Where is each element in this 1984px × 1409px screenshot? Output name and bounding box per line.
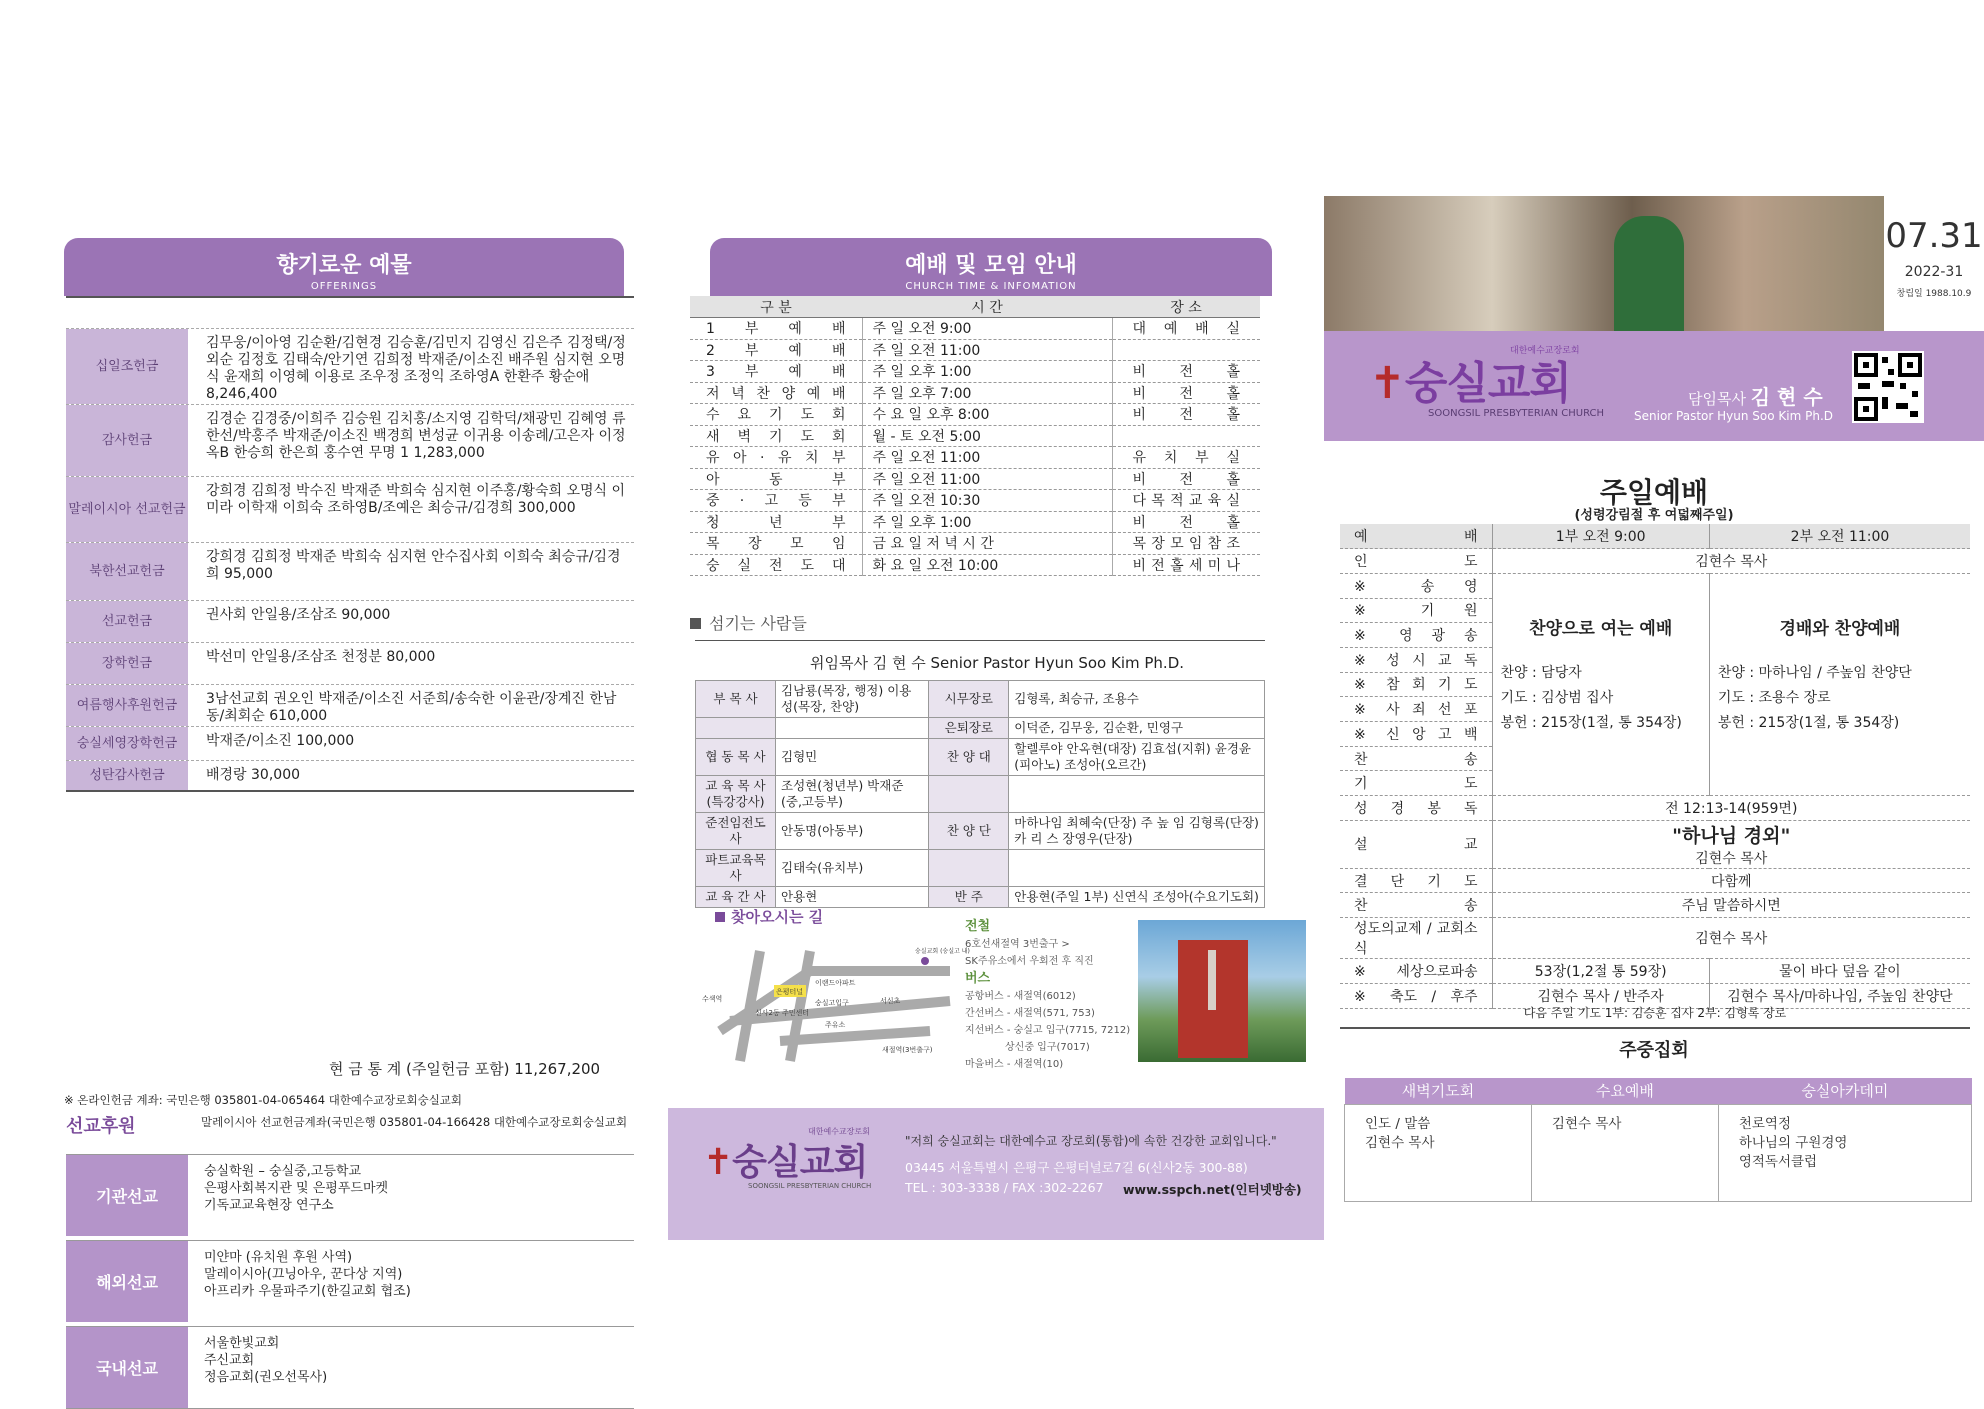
gather-head-wednesday: 수요예배 (1531, 1078, 1718, 1104)
map-label: 숭실교회 (숭실고 내) (915, 948, 970, 955)
staff-names: 안용현 (776, 887, 929, 908)
cross-logo-icon: ✝ (703, 1142, 733, 1183)
offering-label: 북한선교헌금 (66, 543, 188, 600)
congregation-photo (1324, 196, 1884, 331)
offering-names: 배경랑 30,000 (206, 767, 301, 783)
worship-panel (1324, 196, 1984, 1241)
schedule-category: 중 · 고 등 부 (690, 490, 862, 512)
main-logo-top: 대한예수교장로회 (1510, 346, 1580, 356)
worship-value-text: "하나님 경외" (1672, 824, 1791, 847)
offering-label: 말레이시아 선교헌금 (66, 477, 188, 542)
worship-item: ※ 세상으로파송 (1340, 959, 1492, 984)
schedule-place: 비 전 홀 (1112, 468, 1260, 490)
mission-row (66, 1154, 634, 1236)
service-col-2 (1709, 573, 1970, 795)
staff-row (696, 681, 1265, 718)
offering-names: 3남선교회 권오인 박재준/이소진 서준희/송숙한 이윤관/장계진 한남동/최회순 610,000 (206, 691, 617, 724)
worship-row (1340, 573, 1970, 598)
servants-title: 섬기는 사람들 (690, 611, 807, 634)
worship-value-text: 김현수 목사 (1695, 554, 1768, 571)
schedule-table (690, 296, 1260, 576)
worship-item: 찬 송 (1340, 893, 1492, 918)
schedule-time: 월 - 토 오전 5:00 (862, 425, 1112, 447)
offering-row (66, 476, 634, 542)
footer-logo-top: 대한예수교장로회 (808, 1127, 870, 1136)
worship-item: 인 도 (1340, 549, 1492, 574)
mission-item: 숭실학원 – 숭실중,고등학교 (204, 1164, 362, 1179)
schedule-category: 청 년 부 (690, 511, 862, 533)
schedule-row (690, 490, 1260, 512)
schedule-time: 주 일 오후 1:00 (862, 511, 1112, 533)
schedule-time: 주 일 오전 11:00 (862, 447, 1112, 469)
staff-role: 교 육 간 사 (696, 887, 776, 908)
schedule-row (690, 361, 1260, 383)
subway-line: SK주유소에서 우회전 후 직진 (965, 956, 1094, 967)
worship-value-1: 김현수 목사 / 반주자 (1492, 983, 1709, 1008)
staff-role (929, 850, 1009, 887)
schedule-header (710, 238, 1272, 296)
worship-item: ※ 참 회 기 도 (1340, 672, 1492, 697)
gather-text: 인도 / 말씀 (1365, 1115, 1431, 1132)
schedule-row (690, 447, 1260, 469)
schedule-time: 금 요 일 저 녁 시 간 (862, 533, 1112, 555)
worship-value (1492, 820, 1970, 868)
worship-value-text: 다함께 (1710, 873, 1752, 890)
staff-row (696, 776, 1265, 813)
offering-names: 강희경 김희정 박재준 박희숙 심지현 안수집사회 이희숙 최승규/김경희 95,000 (206, 549, 621, 582)
mission-item: 기독교교육현장 연구소 (204, 1198, 334, 1213)
worship-value-2: 김현수 목사/마하나임, 주높임 찬양단 (1709, 983, 1970, 1008)
main-logo (1369, 347, 1571, 411)
mission-label: 국내선교 (66, 1327, 188, 1408)
main-logo-text: 숭실교회 (1404, 358, 1571, 409)
schedule-title: 예배 및 모임 안내 (905, 253, 1077, 278)
schedule-time: 주 일 오후 7:00 (862, 382, 1112, 404)
staff-row (696, 850, 1265, 887)
pastor-kr-prefix: 담임목사 (1688, 390, 1746, 408)
offerings-total: 현 금 통 계 (주일헌금 포함) 11,267,200 (329, 1060, 601, 1078)
schedule-row (690, 468, 1260, 490)
staff-role: 시무장로 (929, 681, 1009, 718)
transit-info (965, 918, 1130, 1073)
mission-items (188, 1241, 634, 1322)
staff-role: 교 육 목 사 (특강강사) (696, 776, 776, 813)
schedule-row (690, 425, 1260, 447)
staff-names: 마하나임 최혜숙(단장) 주 높 임 김형록(단장) 카 리 스 장영우(단장) (1009, 813, 1265, 850)
service-col-2-line: 기도 : 조용수 장로 (1717, 689, 1831, 706)
church-photo (1138, 920, 1306, 1062)
staff-names (776, 718, 929, 739)
cross-logo-icon: ✝ (1369, 358, 1405, 409)
staff-row (696, 887, 1265, 908)
footer-logo (703, 1134, 867, 1185)
date-box (1884, 196, 1984, 331)
worship-item: 결 단 기 도 (1340, 868, 1492, 893)
mission-item: 은평사회복지관 및 은평푸드마켓 (204, 1181, 389, 1196)
worship-row (1340, 959, 1970, 984)
logo-bar (1324, 331, 1984, 441)
map-label: 수색역 (702, 995, 723, 1003)
pastor-en: Senior Pastor Hyun Soo Kim Ph.D (1634, 409, 1833, 423)
mission-item: 미얀마 (유치원 후원 사역) (204, 1250, 353, 1265)
worship-item: ※ 사 죄 선 포 (1340, 697, 1492, 722)
schedule-place: 비 전 홀 세 미 나 (1112, 554, 1260, 576)
worship-item: 성도의교제 / 교회소식 (1340, 918, 1492, 959)
staff-role: 협 동 목 사 (696, 739, 776, 776)
gather-head-dawn: 새벽기도회 (1345, 1078, 1532, 1104)
service-col-1-line: 봉헌 : 215장(1절, 통 354장) (1500, 714, 1682, 731)
cross-icon (1208, 950, 1216, 1010)
worship-item: ※ 송 영 (1340, 573, 1492, 598)
schedule-category: 숭 실 전 도 대 (690, 554, 862, 576)
mission-item: 아프리카 우물파주기(한길교회 협조) (204, 1284, 411, 1299)
service-col-2-line: 찬양 : 마하나임 / 주높임 찬양단 (1717, 664, 1912, 681)
staff-names: 김형록, 최승규, 조용수 (1009, 681, 1265, 718)
footer-tel: TEL : 303-3338 / FAX :302-2267 (905, 1180, 1104, 1195)
subway-line: 6호선새절역 3번출구 > (965, 939, 1070, 950)
schedule-category: 목 장 모 임 (690, 533, 862, 555)
schedule-row (690, 511, 1260, 533)
schedule-place (1112, 339, 1260, 361)
weekday-gatherings-table (1344, 1078, 1972, 1202)
worship-value-sub: 김현수 목사 (1695, 850, 1768, 867)
offering-names: 김경순 김경중/이희주 김승원 김치홍/소지영 김학덕/채광민 김혜영 류한선/박홍주 박재준/이소진 백경희 변성균 이귀용 이송례/고은자 이정옥B 한승희 한은희 홍수연 무명 1 1,283,000 (206, 411, 626, 461)
offerings-table (66, 328, 634, 792)
staff-role: 찬 양 대 (929, 739, 1009, 776)
staff-names (1009, 850, 1265, 887)
staff-role: 파트교육목사 (696, 850, 776, 887)
staff-role: 부 목 사 (696, 681, 776, 718)
gather-head-academy: 숭실아카데미 (1718, 1078, 1971, 1104)
bulletin-number: 2022-31 (1904, 264, 1964, 280)
worship-item: 성 경 봉 독 (1340, 796, 1492, 821)
worship-title: 주일예배 (1599, 476, 1709, 509)
next-week-prayer: 다음 주일 기도 1부: 김승훈 집사 2부: 김형록 장로 (1340, 1004, 1970, 1029)
schedule-head-time: 시 간 (862, 296, 1112, 318)
mission-item: 주신교회 (204, 1353, 255, 1368)
offering-row (66, 542, 634, 600)
map-label: 이랜드아파트 (815, 979, 856, 987)
qr-code-icon[interactable] (1852, 351, 1924, 423)
bus-line: 마을버스 - 새절역(10) (965, 1059, 1064, 1070)
offering-label: 감사헌금 (66, 405, 188, 476)
schedule-time: 주 일 오전 11:00 (862, 468, 1112, 490)
schedule-time: 수 요 일 오후 8:00 (862, 404, 1112, 426)
schedule-category: 수 요 기 도 회 (690, 404, 862, 426)
gather-text: 김현수 목사 (1551, 1115, 1622, 1132)
offering-label: 십일조헌금 (66, 329, 188, 404)
staff-role: 찬 양 단 (929, 813, 1009, 850)
offering-label: 장학헌금 (66, 643, 188, 684)
church-marker (921, 957, 929, 965)
schedule-place: 유 치 부 실 (1112, 447, 1260, 469)
worship-row (1340, 524, 1970, 549)
worship-value-text: 주님 말씀하시면 (1681, 898, 1781, 915)
schedule-subtitle: CHURCH TIME & INFOMATION (905, 281, 1077, 292)
worship-value (1492, 549, 1970, 574)
offerings-rule (66, 296, 634, 298)
worship-time-1: 1부 오전 9:00 (1492, 524, 1709, 549)
bus-line: 지선버스 - 숭실고 입구(7715, 7212) (965, 1025, 1131, 1036)
footer-logo-en: SOONGSIL PRESBYTERIAN CHURCH (748, 1182, 872, 1190)
staff-row (696, 718, 1265, 739)
worship-item: ※ 축도 / 후주 (1340, 983, 1492, 1008)
mission-item: 정음교회(권오선목사) (204, 1370, 328, 1385)
worship-subtitle: (성령강림절 후 여덟째주일) (1574, 508, 1734, 523)
gather-cell-dawn (1345, 1104, 1532, 1201)
mission-row (66, 1326, 634, 1408)
schedule-category: 저 녁 찬 양 예 배 (690, 382, 862, 404)
subway-title: 전철 (965, 919, 991, 934)
mission-row (66, 1240, 634, 1322)
staff-names: 김남룡(목장, 행정) 이용성(목장, 찬양) (776, 681, 929, 718)
schedule-place: 비 전 홀 (1112, 361, 1260, 383)
offering-row (66, 328, 634, 404)
footer-address: 03445 서울특별시 은평구 은평터널로7길 6(신사2동 300-88) (905, 1160, 1248, 1175)
staff-row (696, 739, 1265, 776)
map-label: 주유소 (825, 1021, 846, 1029)
offering-label: 숭실세영장학헌금 (66, 727, 188, 760)
worship-item: 예 배 (1340, 524, 1492, 549)
staff-names: 김형민 (776, 739, 929, 776)
worship-item: 찬 송 (1340, 746, 1492, 771)
mission-title: 선교후원 (66, 1116, 136, 1137)
gather-text: 영적독서클럽 (1738, 1153, 1818, 1170)
schedule-place: 대 예 배 실 (1112, 318, 1260, 340)
offering-row (66, 684, 634, 726)
schedule-place: 비 전 홀 (1112, 382, 1260, 404)
worship-value (1492, 893, 1970, 918)
bus-line: 공항버스 - 새절역(6012) (965, 991, 1076, 1002)
worship-value (1492, 918, 1970, 959)
schedule-category: 유 아 · 유 치 부 (690, 447, 862, 469)
worship-value-text: 김현수 목사 (1695, 931, 1768, 948)
schedule-category: 3 부 예 배 (690, 361, 862, 383)
schedule-category: 2 부 예 배 (690, 339, 862, 361)
staff-names: 조성현(청년부) 박재준(중,고등부) (776, 776, 929, 813)
schedule-row (690, 339, 1260, 361)
schedule-category: 새 벽 기 도 회 (690, 425, 862, 447)
mission-label: 해외선교 (66, 1241, 188, 1322)
schedule-row (690, 533, 1260, 555)
map-label: 숭실고입구 (815, 999, 849, 1007)
worship-value-text: 전 12:13-14(959면) (1665, 800, 1798, 817)
offering-names: 강희경 김희정 박수진 박재준 박희숙 심지현 이주홍/황숙희 오명식 이미라 이학재 이희숙 조하영B/조예은 최승규/김경희 300,000 (206, 483, 625, 516)
staff-names: 할렐루야 안옥현(대장) 김효섭(지휘) 윤경윤(피아노) 조성아(오르간) (1009, 739, 1265, 776)
staff-role: 은퇴장로 (929, 718, 1009, 739)
schedule-panel (660, 196, 1324, 1241)
offering-row (66, 642, 634, 684)
offering-label: 선교헌금 (66, 601, 188, 642)
gather-text: 천로역정 (1738, 1115, 1792, 1132)
worship-item: ※ 기 원 (1340, 598, 1492, 623)
schedule-place: 다 목 적 교 육 실 (1112, 490, 1260, 512)
senior-pastor-line: 위임목사 김 현 수 Senior Pastor Hyun Soo Kim Ph.D. (810, 654, 1185, 672)
servants-rule (695, 640, 1265, 641)
church-footer (668, 1108, 1324, 1240)
pastor-kr-name: 김 현 수 (1750, 385, 1823, 409)
worship-order-table (1340, 524, 1970, 1009)
offering-label: 성탄감사헌금 (66, 761, 188, 790)
mission-item: 말레이시아(끄닝아우, 꾼다상 지역) (204, 1267, 403, 1282)
staff-table (695, 680, 1265, 908)
schedule-time: 화 요 일 오전 10:00 (862, 554, 1112, 576)
worship-row (1340, 796, 1970, 821)
footer-quote: "저희 숭실교회는 대한예수교 장로회(통합)에 속한 건강한 교회입니다." (905, 1134, 1277, 1148)
location-map (700, 931, 970, 1071)
offering-row (66, 760, 634, 790)
schedule-head-place: 장 소 (1112, 296, 1260, 318)
offering-row (66, 726, 634, 760)
service-col-1 (1492, 573, 1709, 795)
mission-item: 서울한빛교회 (204, 1336, 280, 1351)
schedule-time: 주 일 오전 11:00 (862, 339, 1112, 361)
worship-item: ※ 신 앙 고 백 (1340, 722, 1492, 747)
offerings-subtitle: OFFERINGS (310, 281, 378, 292)
staff-names: 안동명(아동부) (776, 813, 929, 850)
offerings-bottom-rule (66, 790, 634, 792)
offering-names: 권사회 안일용/조삼조 90,000 (206, 607, 391, 623)
map-label: 은평터널 (776, 988, 804, 996)
footer-website[interactable]: www.sspch.net(인터넷방송) (1123, 1182, 1302, 1197)
weekday-gatherings-title: 주중집회 (1619, 1040, 1689, 1061)
cover-banner (1324, 196, 1984, 331)
schedule-time: 주 일 오후 1:00 (862, 361, 1112, 383)
bus-line: 상신중 입구(7017) (1005, 1042, 1090, 1053)
schedule-row (690, 382, 1260, 404)
worship-row (1340, 893, 1970, 918)
schedule-row (690, 404, 1260, 426)
schedule-time: 주 일 오전 9:00 (862, 318, 1112, 340)
main-logo-en: SOONGSIL PRESBYTERIAN CHURCH (1428, 408, 1605, 419)
staff-names: 안용현(주일 1부) 신연식 조성아(수요기도회) (1009, 887, 1265, 908)
worship-row (1340, 918, 1970, 959)
map-label: 서신초 (880, 997, 901, 1005)
offerings-title: 향기로운 예물 (276, 253, 412, 278)
gather-text: 김현수 목사 (1365, 1134, 1435, 1151)
service-col-2-title: 경배와 찬양예배 (1779, 618, 1901, 639)
staff-names: 이덕준, 김무웅, 김순환, 민영구 (1009, 718, 1265, 739)
staff-role (929, 776, 1009, 813)
mission-items (188, 1155, 634, 1236)
bus-title: 버스 (965, 971, 991, 986)
map-label: 신사2동 주민센터 (755, 1009, 810, 1017)
offering-names: 김무웅/이아영 김순환/김현경 김승훈/김민지 김영신 김은주 김정택/정외순 김정호 김태숙/안기연 김희정 박재준/이소진 배주원 심지현 오명식 윤재희 이영혜 이용로 조우정 조정익 조하영A 한환주 황순애 8,246,400 (206, 335, 626, 402)
date-big: 07.31 (1885, 216, 1983, 256)
schedule-time: 주 일 오전 10:30 (862, 490, 1112, 512)
gather-text: 하나님의 구원경영 (1738, 1134, 1848, 1151)
schedule-place: 목 장 모 임 참 조 (1112, 533, 1260, 555)
mission-label: 기관선교 (66, 1155, 188, 1236)
schedule-category: 아 동 부 (690, 468, 862, 490)
service-col-1-line: 기도 : 김상범 집사 (1500, 689, 1614, 706)
pastor-kr-line (1688, 381, 1823, 410)
schedule-category: 1 부 예 배 (690, 318, 862, 340)
worship-item: 설 교 (1340, 820, 1492, 868)
directions-title: 찾아오시는 길 (715, 906, 823, 927)
offerings-panel (14, 196, 642, 1385)
worship-item: ※ 영 광 송 (1340, 623, 1492, 648)
pastor-figure (1614, 216, 1684, 331)
schedule-head-category: 구 분 (690, 296, 862, 318)
worship-value (1492, 796, 1970, 821)
offerings-header (64, 238, 624, 296)
staff-row (696, 813, 1265, 850)
staff-names: 김태숙(유치부) (776, 850, 929, 887)
staff-names (1009, 776, 1265, 813)
worship-time-2: 2부 오전 11:00 (1709, 524, 1970, 549)
offering-row (66, 404, 634, 476)
offering-row (66, 600, 634, 642)
service-col-1-line: 찬양 : 담당자 (1500, 664, 1582, 681)
schedule-place: 비 전 홀 (1112, 511, 1260, 533)
footer-logo-text: 숭실교회 (732, 1142, 868, 1183)
schedule-place (1112, 425, 1260, 447)
worship-value-1: 53장(1,2절 통 59장) (1492, 959, 1709, 984)
staff-role (696, 718, 776, 739)
schedule-place: 비 전 홀 (1112, 404, 1260, 426)
worship-item: 기 도 (1340, 771, 1492, 796)
worship-row (1340, 868, 1970, 893)
founded-date: 창립일 1988.10.9 (1896, 289, 1972, 299)
offering-names: 박재준/이소진 100,000 (206, 733, 355, 749)
worship-value (1492, 868, 1970, 893)
gather-cell-wednesday (1531, 1104, 1718, 1201)
worship-item: ※ 성 시 교 독 (1340, 647, 1492, 672)
map-label: 새절역(3번출구) (882, 1046, 933, 1054)
offering-label: 여름행사후원헌금 (66, 685, 188, 726)
staff-role: 반 주 (929, 887, 1009, 908)
schedule-row (690, 318, 1260, 340)
staff-role: 준전임전도사 (696, 813, 776, 850)
mission-items (188, 1327, 634, 1408)
online-account-line: ※ 온라인헌금 계좌: 국민은행 035801-04-065464 대한예수교장로회숭실교회 (64, 1093, 463, 1107)
offering-names: 박선미 안일용/조삼조 천정분 80,000 (206, 649, 436, 665)
malaysia-account-line: 말레이시아 선교헌금계좌(국민은행 035801-04-166428 대한예수교장로회숭실교회 (201, 1115, 628, 1129)
service-col-2-line: 봉헌 : 215장(1절, 통 354장) (1717, 714, 1900, 731)
schedule-row (690, 554, 1260, 576)
gather-cell-academy (1718, 1104, 1971, 1201)
service-col-1-title: 찬양으로 여는 예배 (1529, 618, 1673, 639)
worship-row (1340, 820, 1970, 868)
worship-row (1340, 549, 1970, 574)
worship-value-2: 물이 바다 덮음 같이 (1709, 959, 1970, 984)
bus-line: 간선버스 - 새절역(571, 753) (965, 1008, 1095, 1019)
